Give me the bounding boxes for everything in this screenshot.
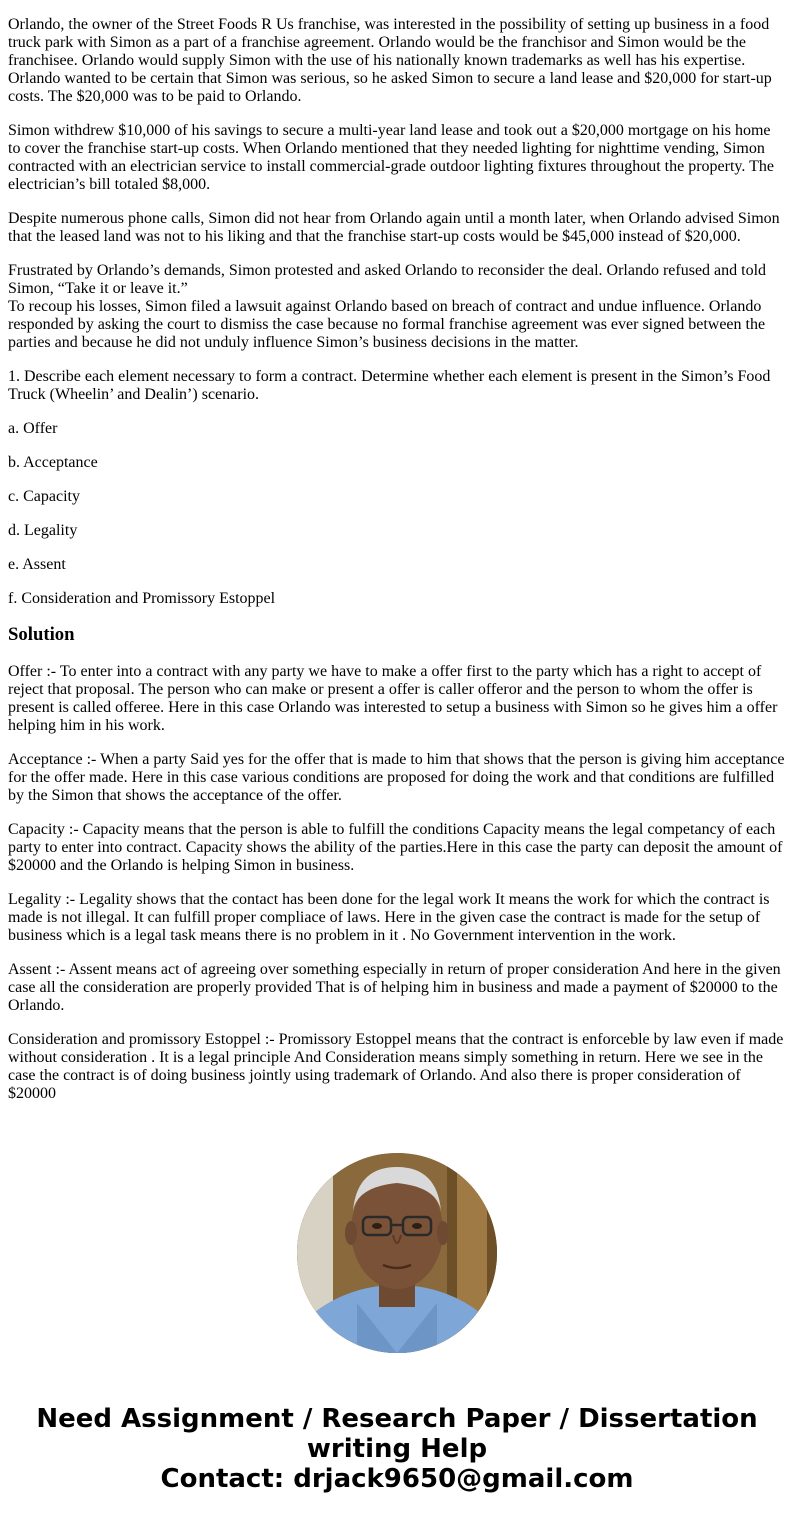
task-prompt: 1. Describe each element necessary to form a contract. Determine whether each element is present in the Simon’s Food Truck (Wheelin’ and Dealin’) scenario. bbox=[8, 368, 771, 403]
solution-capacity: Capacity :- Capacity means that the person is able to fulfill the conditions Capacity means the legal competancy of each party to enter into contract. Capacity shows the ability of the parties.Here in this case the party can deposit the amount of $20000 and the Orlando is helping Simon in business. bbox=[8, 821, 783, 874]
task-item-capacity: c. Capacity bbox=[8, 488, 80, 505]
promo-line-contact: Contact: drjack9650@gmail.com bbox=[160, 1464, 634, 1494]
solution-consideration: Consideration and promissory Estoppel :- Promissory Estoppel means that the contract is enforceble by law even if made without consideration . It is a legal principle And Consideration means simply something in return. Here we see in the case the contract is of doing business jointly using trademark of Orlando. And also there is proper consideration of $20000 bbox=[8, 1031, 784, 1102]
task-item-acceptance: b. Acceptance bbox=[8, 454, 98, 471]
question-paragraph-2: Simon withdrew $10,000 of his savings to secure a multi-year land lease and took out a $20,000 mortgage on his home to cover the franchise start-up costs. When Orlando mentioned that they needed lighting for nighttime vending, Simon contracted with an electrician service to install commercial-grade outdoor lighting fixtures throughout the property. The electrician’s bill totaled $8,000. bbox=[8, 122, 774, 193]
question-paragraph-4 bbox=[8, 262, 786, 352]
solution-offer: Offer :- To enter into a contract with any party we have to make a offer first to the party which has a right to accept of reject that proposal. The person who can make or present a offer is caller offeror and the person to whom the offer is present is called offeree. Here in this case Orlando was interested to setup a business with Simon so he gives him a offer helping him in his work. bbox=[8, 663, 778, 734]
question-paragraph-4-line2: To recoup his losses, Simon filed a lawsuit against Orlando based on breach of contract and undue influence. Orlando responded by asking the court to dismiss the case because no formal franchise agreement was ever signed between the parties and because he did not unduly influence Simon’s business decisions in the matter. bbox=[8, 298, 766, 351]
task-item-legality: d. Legality bbox=[8, 522, 78, 539]
promo-banner bbox=[0, 1404, 794, 1494]
promo-line-help: Need Assignment / Research Paper / Dissertation writing Help bbox=[36, 1404, 758, 1464]
question-paragraph-1: Orlando, the owner of the Street Foods R Us franchise, was interested in the possibility of setting up business in a food truck park with Simon as a part of a franchise agreement. Orlando would be the franchisor and Simon would be the franchisee. Orlando would supply Simon with the use of his nationally known trademarks as well has his expertise. Orlando wanted to be certain that Simon was serious, so he asked Simon to secure a land lease and $20,000 for start-up costs. The $20,000 was to be paid to Orlando. bbox=[8, 16, 772, 105]
question-paragraph-4-line1: Frustrated by Orlando’s demands, Simon protested and asked Orlando to reconsider the deal. Orlando refused and told Simon, “Take it or leave it.” bbox=[8, 262, 767, 297]
document-body bbox=[8, 16, 786, 1119]
solution-assent: Assent :- Assent means act of agreeing over something especially in return of proper consideration And here in the given case all the consideration are properly provided That is of helping him in business and made a payment of $20000 to the Orlando. bbox=[8, 961, 781, 1014]
author-portrait-image bbox=[297, 1153, 497, 1353]
solution-heading: Solution bbox=[8, 624, 75, 645]
task-item-assent: e. Assent bbox=[8, 556, 66, 573]
solution-legality: Legality :- Legality shows that the contact has been done for the legal work It means the work for which the contract is made is not illegal. It can fulfill proper compliace of laws. Here in the given case the contract is made for the setup of business which is a legal task means there is no problem in it . No Government intervention in the work. bbox=[8, 891, 770, 944]
task-item-consideration: f. Consideration and Promissory Estoppel bbox=[8, 590, 276, 607]
question-paragraph-3: Despite numerous phone calls, Simon did not hear from Orlando again until a month later, when Orlando advised Simon that the leased land was not to his liking and that the franchise start-up costs would be $45,000 instead of $20,000. bbox=[8, 210, 780, 245]
author-avatar bbox=[297, 1153, 497, 1353]
task-item-offer: a. Offer bbox=[8, 420, 58, 437]
solution-acceptance: Acceptance :- When a party Said yes for the offer that is made to him that shows that the person is giving him acceptance for the offer made. Here in this case various conditions are proposed for doing the work and that conditions are fulfilled by the Simon that shows the acceptance of the offer. bbox=[8, 751, 785, 804]
